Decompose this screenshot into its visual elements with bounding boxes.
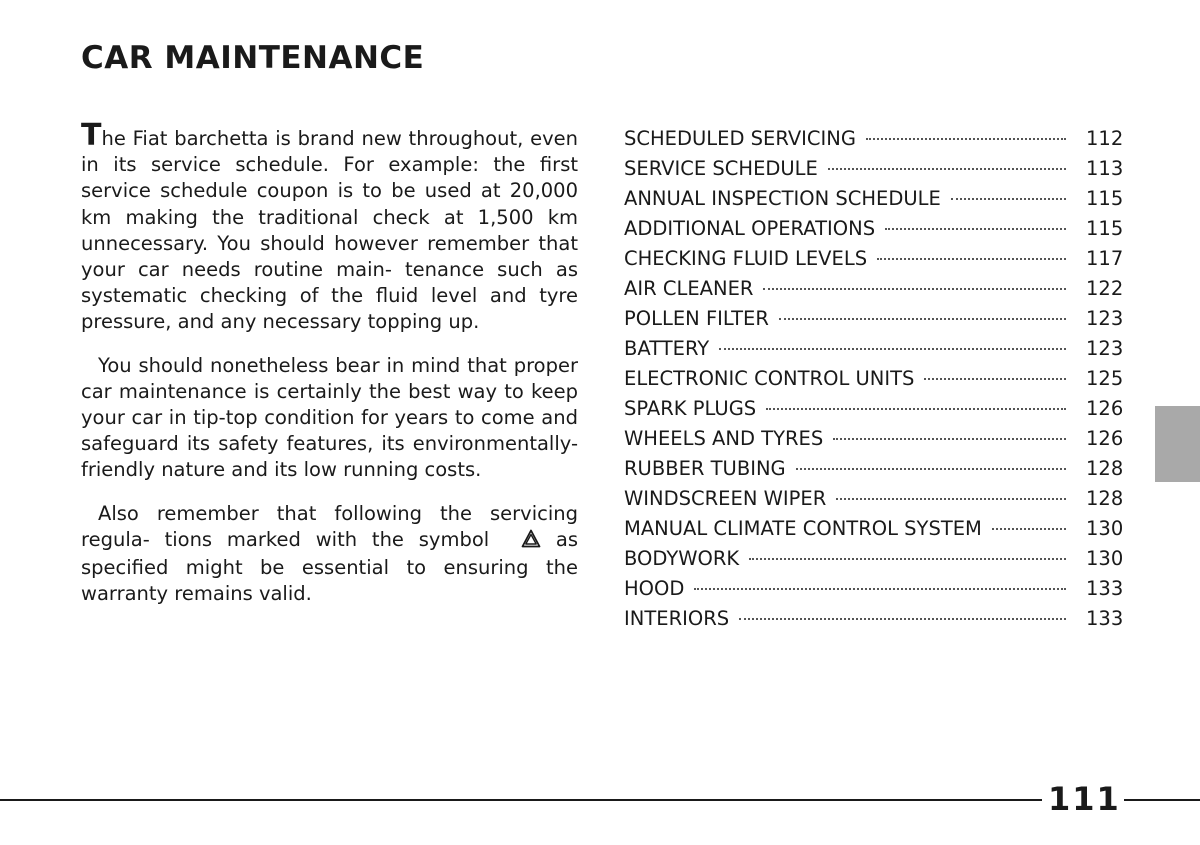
toc-leader-dots [739,618,1066,620]
toc-entry[interactable] [624,154,1124,184]
toc-entry[interactable] [624,334,1124,364]
intro-text [81,118,578,624]
toc-entry-page: 126 [1086,427,1124,450]
toc-entry[interactable] [624,184,1124,214]
toc-leader-dots [836,498,1066,500]
page-number: 111 [1048,780,1121,818]
toc-entry[interactable] [624,604,1124,634]
toc-entry-page: 130 [1086,517,1124,540]
toc-entry-page: 115 [1086,217,1124,240]
toc-entry-label: POLLEN FILTER [624,307,769,330]
toc-entry[interactable] [624,214,1124,244]
section-tab-marker [1155,406,1200,482]
toc-entry-page: 130 [1086,547,1124,570]
toc-entry[interactable] [624,124,1124,154]
toc-entry-page: 123 [1086,337,1124,360]
toc-entry-page: 117 [1086,247,1124,270]
toc-leader-dots [951,198,1066,200]
toc-entry-page: 126 [1086,397,1124,420]
drop-cap: T [81,118,102,153]
toc-entry[interactable] [624,424,1124,454]
warning-triangle-icon [504,529,541,555]
toc-entry-label: MANUAL CLIMATE CONTROL SYSTEM [624,517,982,540]
footer-rule-left [0,799,1042,801]
toc-entry-page: 125 [1086,367,1124,390]
page-title: CAR MAINTENANCE [81,40,425,76]
toc-leader-dots [924,378,1066,380]
toc-leader-dots [719,348,1066,350]
intro-paragraph-3-start: Also remember that following the servicing regula- tions marked with the symbol [81,501,578,551]
toc-leader-dots [749,558,1066,560]
table-of-contents [624,124,1124,634]
toc-entry-page: 128 [1086,457,1124,480]
toc-leader-dots [763,288,1066,290]
toc-entry[interactable] [624,574,1124,604]
toc-entry-label: SPARK PLUGS [624,397,757,420]
toc-entry[interactable] [624,364,1124,394]
toc-entry-page: 123 [1086,307,1124,330]
toc-entry-page: 122 [1086,277,1124,300]
toc-leader-dots [796,468,1066,470]
toc-entry[interactable] [624,484,1124,514]
intro-paragraph-3 [81,501,578,608]
toc-entry-page: 133 [1086,607,1124,630]
toc-entry[interactable] [624,304,1124,334]
toc-entry-label: SCHEDULED SERVICING [624,127,857,150]
toc-leader-dots [885,228,1066,230]
intro-paragraph-1-text: he Fiat barchetta is brand new throughout, even in its service schedule. For example: the first service schedule coupon is to be used at 20,000 km making the traditional check at 1,500 km unnecessary. You should however remember that your car needs routine main- tenance such as systematic checking of the fluid level and tyre pressure, and any necessary topping up. [81,127,578,334]
toc-entry-page: 113 [1086,157,1124,180]
toc-leader-dots [766,408,1066,410]
toc-entry-label: WHEELS AND TYRES [624,427,824,450]
toc-leader-dots [877,258,1066,260]
toc-entry[interactable] [624,454,1124,484]
intro-paragraph-1 [81,118,578,336]
toc-entry-page: 115 [1086,187,1124,210]
toc-entry-label: AIR CLEANER [624,277,754,300]
intro-paragraph-3-end: as specified might be essential to ensuring the warranty remains valid. [81,527,578,606]
footer-rule-right [1124,799,1200,801]
toc-entry-page: 112 [1086,127,1124,150]
toc-entry-page: 133 [1086,577,1124,600]
toc-entry-label: ADDITIONAL OPERATIONS [624,217,876,240]
toc-entry-page: 128 [1086,487,1124,510]
intro-paragraph-2: You should nonetheless bear in mind that proper car maintenance is certainly the best way to keep your car in tip-top condition for years to come and safeguard its safety features, its environmentally-friendly nature and its low running costs. [81,353,578,482]
toc-leader-dots [866,138,1066,140]
toc-entry-label: INTERIORS [624,607,730,630]
toc-entry-label: BODYWORK [624,547,740,570]
toc-entry-label: HOOD [624,577,685,600]
toc-entry[interactable] [624,274,1124,304]
toc-leader-dots [992,528,1066,530]
toc-entry[interactable] [624,394,1124,424]
toc-leader-dots [828,168,1066,170]
toc-entry-label: ANNUAL INSPECTION SCHEDULE [624,187,941,210]
toc-entry[interactable] [624,244,1124,274]
toc-entry-label: ELECTRONIC CONTROL UNITS [624,367,915,390]
toc-leader-dots [694,588,1066,590]
toc-entry-label: RUBBER TUBING [624,457,786,480]
toc-entry-label: CHECKING FLUID LEVELS [624,247,868,270]
toc-entry[interactable] [624,514,1124,544]
toc-entry[interactable] [624,544,1124,574]
toc-entry-label: WINDSCREEN WIPER [624,487,827,510]
toc-leader-dots [779,318,1066,320]
toc-entry-label: BATTERY [624,337,710,360]
toc-entry-label: SERVICE SCHEDULE [624,157,818,180]
toc-leader-dots [833,438,1066,440]
